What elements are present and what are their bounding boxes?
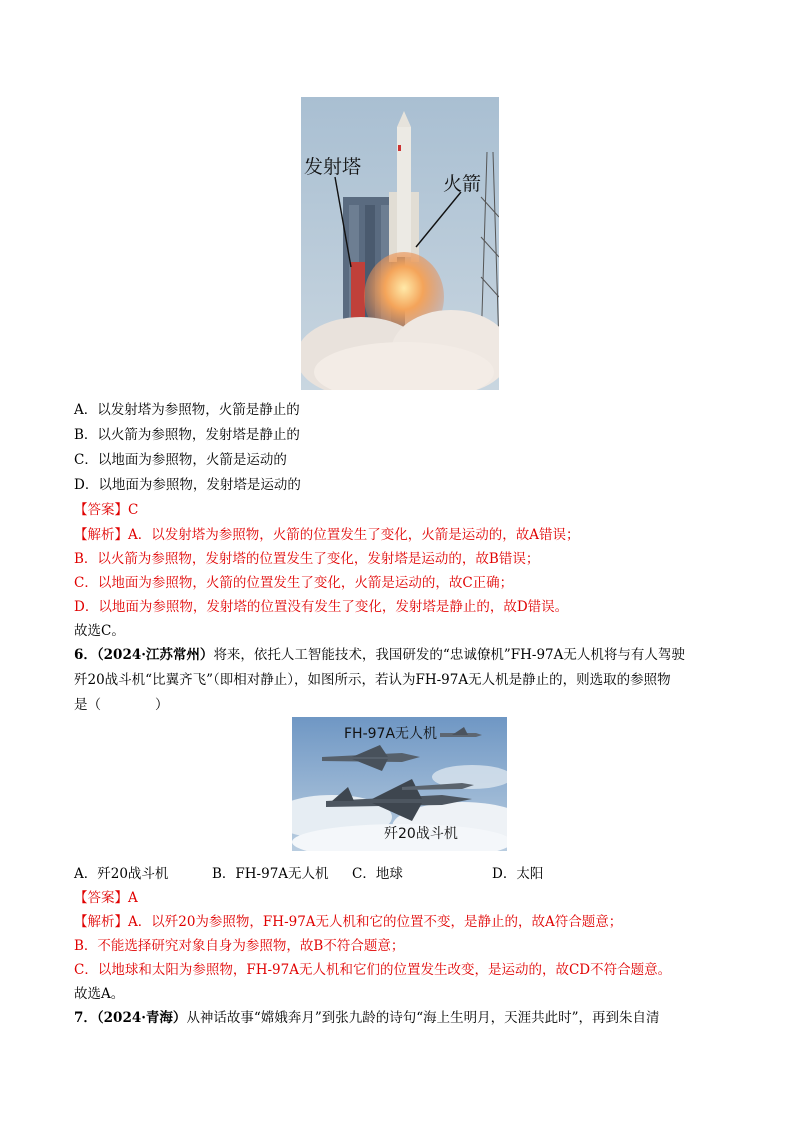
- answer-value: C: [128, 502, 139, 518]
- q7-stem-line-1: 7．（2024·青海）从神话故事“嫦娥奔月”到张九龄的诗句“海上生明月，天涯共此时”，再到朱自清: [74, 1010, 660, 1026]
- analysis-tag: 【解析】: [74, 914, 128, 930]
- rocket-launch-figure: [301, 97, 499, 390]
- q5-option-b: B．以火箭为参照物，发射塔是静止的: [74, 427, 300, 443]
- q6-option-b: B．FH-97A无人机: [212, 866, 329, 882]
- q5-analysis-c: C．以地面为参照物，火箭的位置发生了变化，火箭是运动的，故C正确；: [74, 575, 514, 591]
- q6-option-a: A．歼20战斗机: [74, 866, 169, 882]
- fighter-label: 歼20战斗机: [384, 826, 458, 842]
- q7-number: 7．: [74, 1010, 97, 1026]
- aircraft-figure: [292, 717, 507, 851]
- q6-conclusion: 故选A。: [74, 986, 125, 1002]
- q5-option-c: C．以地面为参照物，火箭是运动的: [74, 452, 287, 468]
- answer-tag: 【答案】: [74, 890, 128, 906]
- q5-analysis-b: B．以火箭为参照物，发射塔的位置发生了变化，发射塔是运动的，故B错误；: [74, 551, 540, 567]
- q6-stem-line-3: 是（ ）: [74, 697, 169, 713]
- drone-label: FH-97A无人机: [344, 726, 438, 742]
- q5-answer: [74, 500, 138, 520]
- q6-option-c: C．地球: [352, 866, 403, 882]
- q5-option-d: D．以地面为参照物，发射塔是运动的: [74, 477, 301, 493]
- q6-number: 6．: [74, 647, 97, 663]
- q6-source: （2024·江苏常州）: [96, 647, 214, 663]
- tower-label: 发射塔: [304, 156, 362, 178]
- q6-options: [74, 864, 543, 884]
- q5-analysis-a: 【解析】A．以发射塔为参照物，火箭的位置发生了变化，火箭是运动的，故A错误；: [74, 527, 580, 543]
- q5-conclusion: 故选C。: [74, 623, 125, 639]
- q6-analysis-a: 【解析】A．以歼20为参照物，FH-97A无人机和它的位置不变，是静止的，故A符合题意；: [74, 914, 623, 930]
- q6-stem-line-1: 6．（2024·江苏常州）将来，依托人工智能技术，我国研发的“忠诚僚机”FH-97A无人机将与有人驾驶: [74, 647, 685, 663]
- answer-tag: 【答案】: [74, 502, 128, 518]
- q6-option-d: D．太阳: [492, 866, 544, 882]
- rocket-label: 火箭: [443, 173, 482, 195]
- q5-option-a: A．以发射塔为参照物，火箭是静止的: [74, 402, 300, 418]
- answer-value: A: [128, 890, 138, 906]
- q5-analysis-d: D．以地面为参照物，发射塔的位置没有发生了变化，发射塔是静止的，故D错误。: [74, 599, 569, 615]
- q6-analysis-b: B．不能选择研究对象自身为参照物，故B不符合题意；: [74, 938, 405, 954]
- q6-analysis-c: C．以地球和太阳为参照物，FH-97A无人机和它们的位置发生改变，是运动的，故CD不符合题意。: [74, 962, 672, 978]
- q6-answer: [74, 888, 138, 908]
- q6-stem-line-2: 歼20战斗机“比翼齐飞”（即相对静止），如图所示，若认为FH-97A无人机是静止的，则选取的参照物: [74, 672, 671, 688]
- q7-source: （2024·青海）: [96, 1010, 187, 1026]
- analysis-tag: 【解析】: [74, 527, 128, 543]
